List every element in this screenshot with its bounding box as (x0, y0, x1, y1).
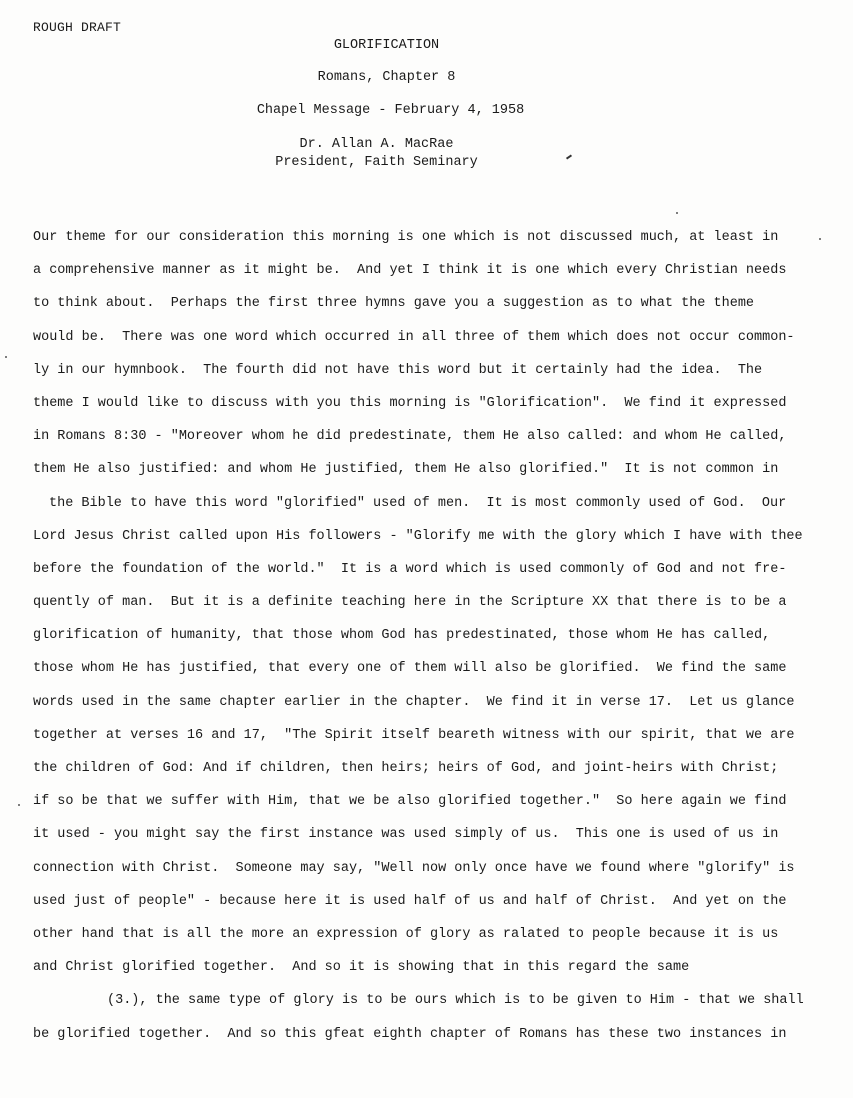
rough-draft-label: ROUGH DRAFT (33, 20, 122, 35)
message-date: Chapel Message - February 4, 1958 (256, 103, 525, 118)
body-line: words used in the same chapter earlier in the chapter. We find it in verse 17. Let us glance (33, 694, 795, 710)
body-line: glorification of humanity, that those whom God has predestinated, those whom He has called, (33, 628, 771, 644)
document-title: GLORIFICATION (333, 38, 440, 53)
body-line: a comprehensive manner as it might be. And yet I think it is one which every Christian needs (33, 263, 787, 279)
body-line: ly in our hymnbook. The fourth did not have this word but it certainly had the idea. The (33, 362, 763, 378)
body-text (33, 228, 833, 1058)
body-line: connection with Christ. Someone may say, "Well now only once have we found where "glorify" is (33, 860, 795, 876)
body-line: quently of man. But it is a definite teaching here in the Scripture XX that there is to be a (33, 595, 787, 611)
body-line: before the foundation of the world." It is a word which is used commonly of God and not fre- (33, 561, 787, 577)
author-role: President, Faith Seminary (275, 155, 478, 170)
body-line: if so be that we suffer with Him, that we be also glorified together." So here again we find (33, 794, 787, 810)
paper-speck (18, 804, 20, 806)
body-line: other hand that is all the more an expression of glory as ralated to people because it is us (33, 926, 779, 942)
body-line: be glorified together. And so this gfeat eighth chapter of Romans has these two instances in (33, 1026, 787, 1042)
paper-speck (676, 212, 678, 214)
body-line: theme I would like to discuss with you this morning is "Glorification". We find it expressed (33, 395, 787, 411)
body-line: them He also justified: and whom He justified, them He also glorified." It is not common in (33, 462, 779, 478)
body-line: the Bible to have this word "glorified" used of men. It is most commonly used of God. Our (49, 495, 787, 511)
author-name: Dr. Allan A. MacRae (299, 137, 454, 152)
body-line: would be. There was one word which occurred in all three of them which does not occur common- (33, 329, 795, 345)
body-line: Lord Jesus Christ called upon His followers - "Glorify me with the glory which I have with thee (33, 528, 803, 544)
body-line: (3.), the same type of glory is to be ours which is to be given to Him - that we shall (107, 993, 804, 1009)
body-line: the children of God: And if children, then heirs; heirs of God, and joint-heirs with Christ; (33, 761, 779, 776)
scripture-reference: Romans, Chapter 8 (317, 70, 456, 85)
body-line: in Romans 8:30 - "Moreover whom he did predestinate, them He also called: and whom He called, (33, 429, 787, 445)
body-line: together at verses 16 and 17, "The Spirit itself beareth witness with our spirit, that we are (33, 727, 795, 743)
body-line: Our theme for our consideration this morning is one which is not discussed much, at least in (33, 230, 779, 245)
body-line: and Christ glorified together. And so it is showing that in this regard the same (33, 960, 690, 976)
paper-speck (819, 238, 821, 240)
paper-speck (5, 356, 7, 358)
body-line: to think about. Perhaps the first three hymns gave you a suggestion as to what the theme (33, 296, 755, 312)
body-line: those whom He has justified, that every one of them will also be glorified. We find the same (33, 661, 787, 677)
body-line: used just of people" - because here it is used half of us and half of Christ. And yet on the (33, 893, 787, 909)
body-line: it used - you might say the first instance was used simply of us. This one is used of us in (33, 827, 779, 843)
